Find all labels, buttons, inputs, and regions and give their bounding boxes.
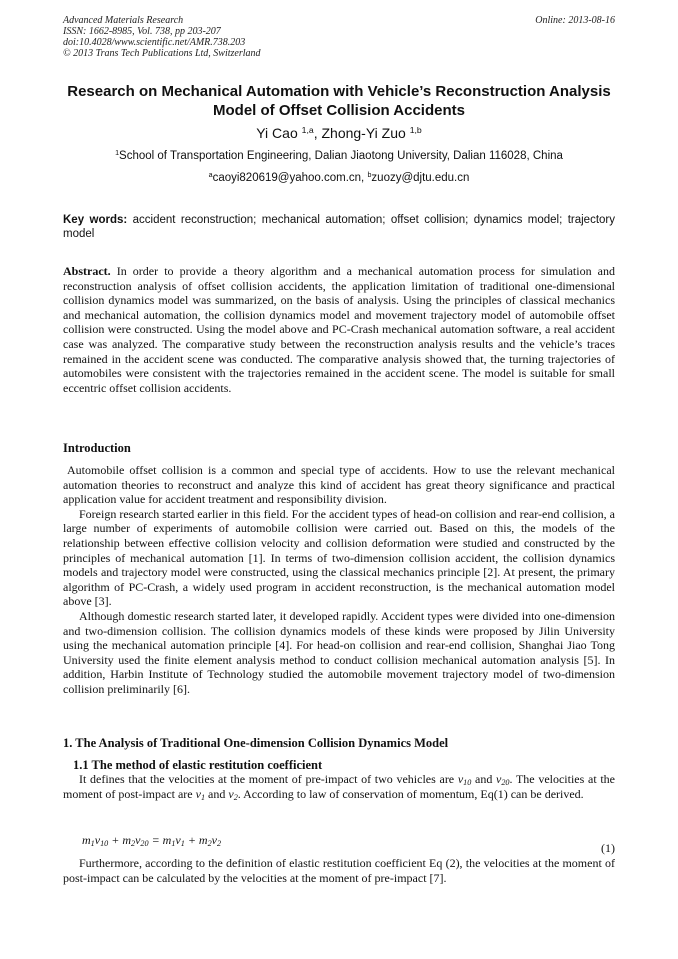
equation-1: $m_1v_{10} + m_2v_{20} = m_1v_1 + m_2v_2$: [82, 833, 222, 849]
keywords-label: Key words:: [63, 214, 128, 226]
author-emails: [63, 171, 615, 186]
symbol-v20: $v_{20}$: [496, 772, 510, 788]
author-affiliation-mark: 1,a: [301, 125, 314, 136]
online-date: Online: 2013-08-16: [535, 15, 615, 26]
journal-header: [63, 15, 615, 59]
email-mark: a: [208, 171, 213, 180]
text-run: . According to law of conservation of momentum, Eq(1) can be derived.: [237, 786, 584, 801]
paragraph: [63, 772, 615, 801]
section-body: [63, 772, 615, 801]
symbol-v2: $v_2$: [228, 786, 238, 802]
paragraph: Foreign research started earlier in this field. For the accident types of head-on collision and rear-end collision, a large number of experiments of automobile collision were carried out. Based on this, the models of the relationship between effective collision velocity and collision deformation were studied and constructed by the principles of mechanical automation [1]. In terms of two-dimension collision accident, the collision dynamics models and trajectory model were constructed, using the classical mechanics principle [2]. At present, the primary algorithm of PC-Crash, a widely used program in accident reconstruction, is the mechanical automation model above [3].: [63, 506, 615, 609]
author-affiliation-mark: 1,b: [409, 125, 422, 136]
issn: ISSN: 1662-8985, Vol. 738, pp 203-207: [63, 26, 221, 37]
section-body: [63, 856, 615, 885]
paragraph: Automobile offset collision is a common and special type of accidents. How to use the relevant mechanical automation theories to reconstruct and analyze this kind of accident has great theory significance and practical application value for accident treatment and responsibility division.: [63, 463, 615, 507]
author-name: Yi Cao: [256, 125, 298, 141]
abstract: [63, 264, 615, 395]
equation-number: (1): [601, 841, 615, 855]
introduction-body: [63, 463, 615, 697]
author-separator: ,: [313, 125, 322, 141]
affiliation-text: School of Transportation Engineering, Dalian Jiaotong University, Dalian 116028, China: [119, 150, 563, 162]
copyright: © 2013 Trans Tech Publications Ltd, Switzerland: [63, 48, 261, 59]
keywords: [63, 213, 615, 241]
paper-title: Research on Mechanical Automation with Vehicle’s Reconstruction Analysis Model of Offset Collision Accidents: [67, 83, 611, 119]
affiliation-mark: 1: [115, 149, 120, 158]
symbol-v1: $v_1$: [195, 786, 206, 802]
introduction-heading: Introduction: [63, 441, 131, 455]
text-run: and: [471, 772, 497, 786]
paragraph: Although domestic research started later, it developed rapidly. Accident types were divided into one-dimension and two-dimension collision. The collision dynamics models of these kinds were proposed by Jilin University using the mechanical automation principle [4]. For head-on collision and rear-end collision, Shanghai Jiao Tong University used the finite element analysis method to conduct collision mechanical automation analysis [5]. In addition, Harbin Institute of Technology studied the automobile movement trajectory model of two-dimension collision preliminarily [6].: [63, 608, 615, 696]
keywords-text: accident reconstruction; mechanical automation; offset collision; dynamics model; trajectory model: [63, 214, 615, 240]
author-name: Zhong-Yi Zuo: [321, 125, 406, 141]
paragraph: Furthermore, according to the definition of elastic restitution coefficient Eq (2), the velocities at the moment of post-impact can be calculated by the velocities at the moment of pre-impact [7].: [63, 856, 615, 885]
text-run: It defines that the velocities at the moment of pre-impact of two vehicles are: [79, 772, 458, 786]
email-address: zuozy@djtu.edu.cn: [371, 172, 470, 184]
text-run: . The velocities at the moment of post-impact are: [63, 772, 615, 801]
abstract-text: In order to provide a theory algorithm and a mechanical automation process for simulation and reconstruction analysis of offset collision accidents, the application limitation of traditional one-dimensional collision dynamics model was summarized, on the basis of analysis. Using the principles of classical mechanics and mechanical automation, the collision dynamics model and movement trajectory model of automobile offset collision were constructed. Using the model above and PC-Crash mechanical automation software, a real accident case was analyzed. The comparative study between the reconstruction analysis results and the vehicle’s traces remained in the accident scene was conducted. The comparative analysis showed that, the turning trajectories of automobiles were consistent with the trajectories remained in the accident scene. The model is suitable for small eccentric offset collision accidents.: [63, 264, 615, 395]
symbol-v10: $v_{10}$: [457, 772, 472, 788]
affiliation: [63, 149, 615, 164]
abstract-label: Abstract.: [63, 264, 111, 278]
subsection-heading: 1.1 The method of elastic restitution coefficient: [73, 758, 323, 772]
author-list: [63, 124, 615, 142]
email-mark: b: [367, 171, 372, 180]
doi: doi:10.4028/www.scientific.net/AMR.738.203: [63, 37, 246, 48]
text-run: and: [205, 786, 229, 801]
section-heading: 1. The Analysis of Traditional One-dimension Collision Dynamics Model: [63, 736, 449, 750]
email-address: caoyi820619@yahoo.com.cn,: [212, 172, 365, 184]
journal-name: Advanced Materials Research: [63, 15, 184, 26]
